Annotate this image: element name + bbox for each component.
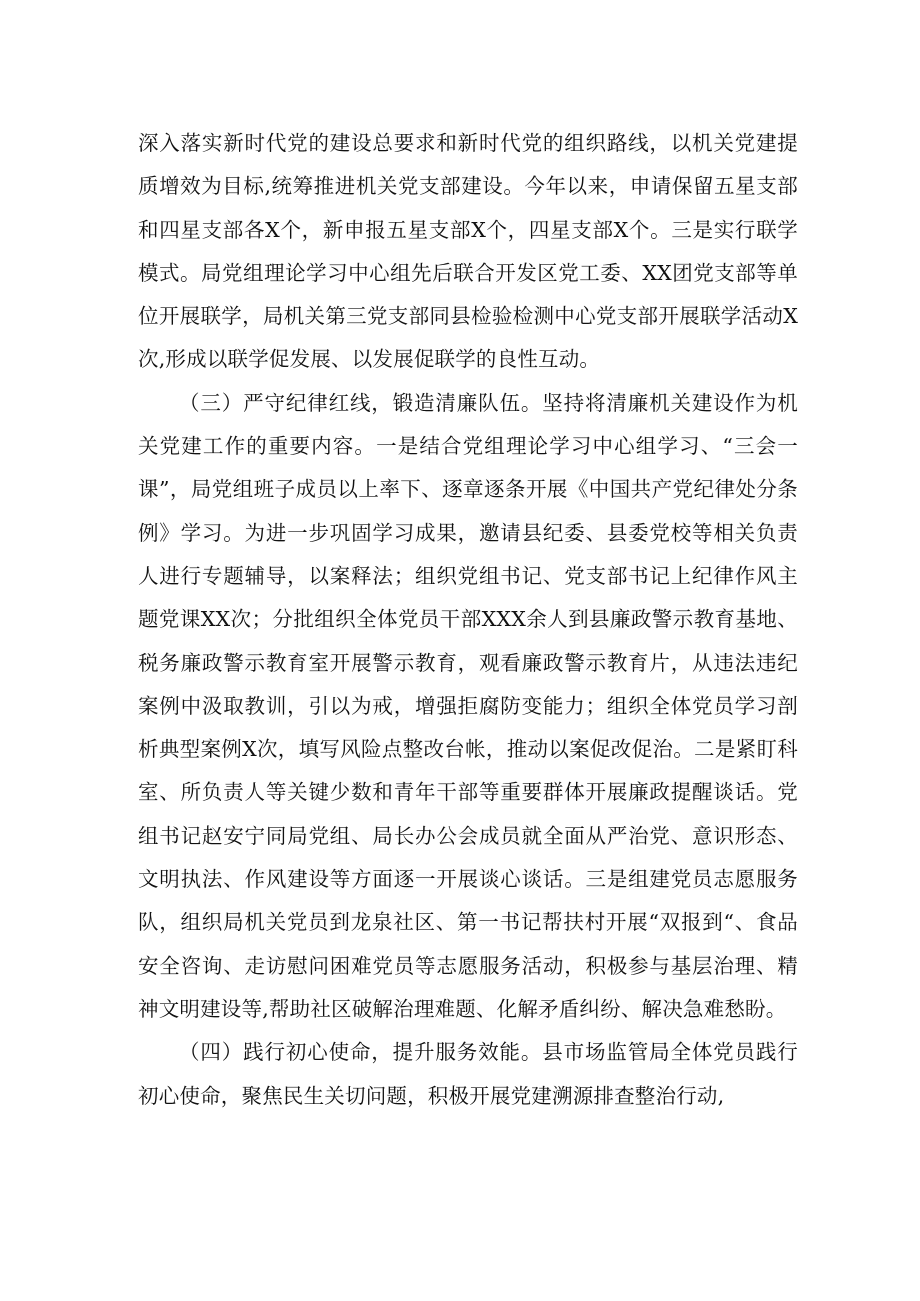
paragraph-section-four: （四）践行初心使命，提升服务效能。县市场监管局全体党员践行初心使命，聚焦民生关切问题，积极开展党建溯源排查整治行动, [138, 1040, 798, 1108]
document-body [138, 122, 798, 1118]
paragraph-section-three: （三）严守纪律红线，锻造清廉队伍。坚持将清廉机关建设作为机关党建工作的重要内容。一是结合党组理论学习中心组学习、“三会一课”，局党组班子成员以上率下、逐章逐条开展《中国共产党纪律处分条例》学习。为进一步巩固学习成果，邀请县纪委、县委党校等相关负责人进行专题辅导，以案释法；组织党组书记、党支部书记上纪律作风主题党课XX次；分批组织全体党员干部XXX余人到县廉政警示教育基地、税务廉政警示教育室开展警示教育，观看廉政警示教育片，从违法违纪案例中汲取教训，引以为戒，增强拒腐防变能力；组织全体党员学习剖析典型案例X次，填写风险点整改台帐，推动以案促改促治。二是紧盯科室、所负责人等关键少数和青年干部等重要群体开展廉政提醒谈话。党组书记赵安宁同局党组、局长办公会成员就全面从严治党、意识形态、文明执法、作风建设等方面逐一开展谈心谈话。三是组建党员志愿服务队，组织局机关党员到龙泉社区、第一书记帮扶村开展“双报到“、食品安全咨询、走访慰问困难党员等志愿服务活动，积极参与基层治理、精神文明建设等,帮助社区破解治理难题、化解矛盾纠纷、解决急难愁盼。 [138, 390, 798, 1021]
paragraph-continuation: 深入落实新时代党的建设总要求和新时代党的组织路线，以机关党建提质增效为目标,统筹推进机关党支部建设。今年以来，申请保留五星支部和四星支部各X个，新申报五星支部X个，四星支部X个。三是实行联学模式。局党组理论学习中心组先后联合开发区党工委、XX团党支部等单位开展联学，局机关第三党支部同县检验检测中心党支部开展联学活动X次,形成以联学促发展、以发展促联学的良性互动。 [138, 131, 798, 372]
